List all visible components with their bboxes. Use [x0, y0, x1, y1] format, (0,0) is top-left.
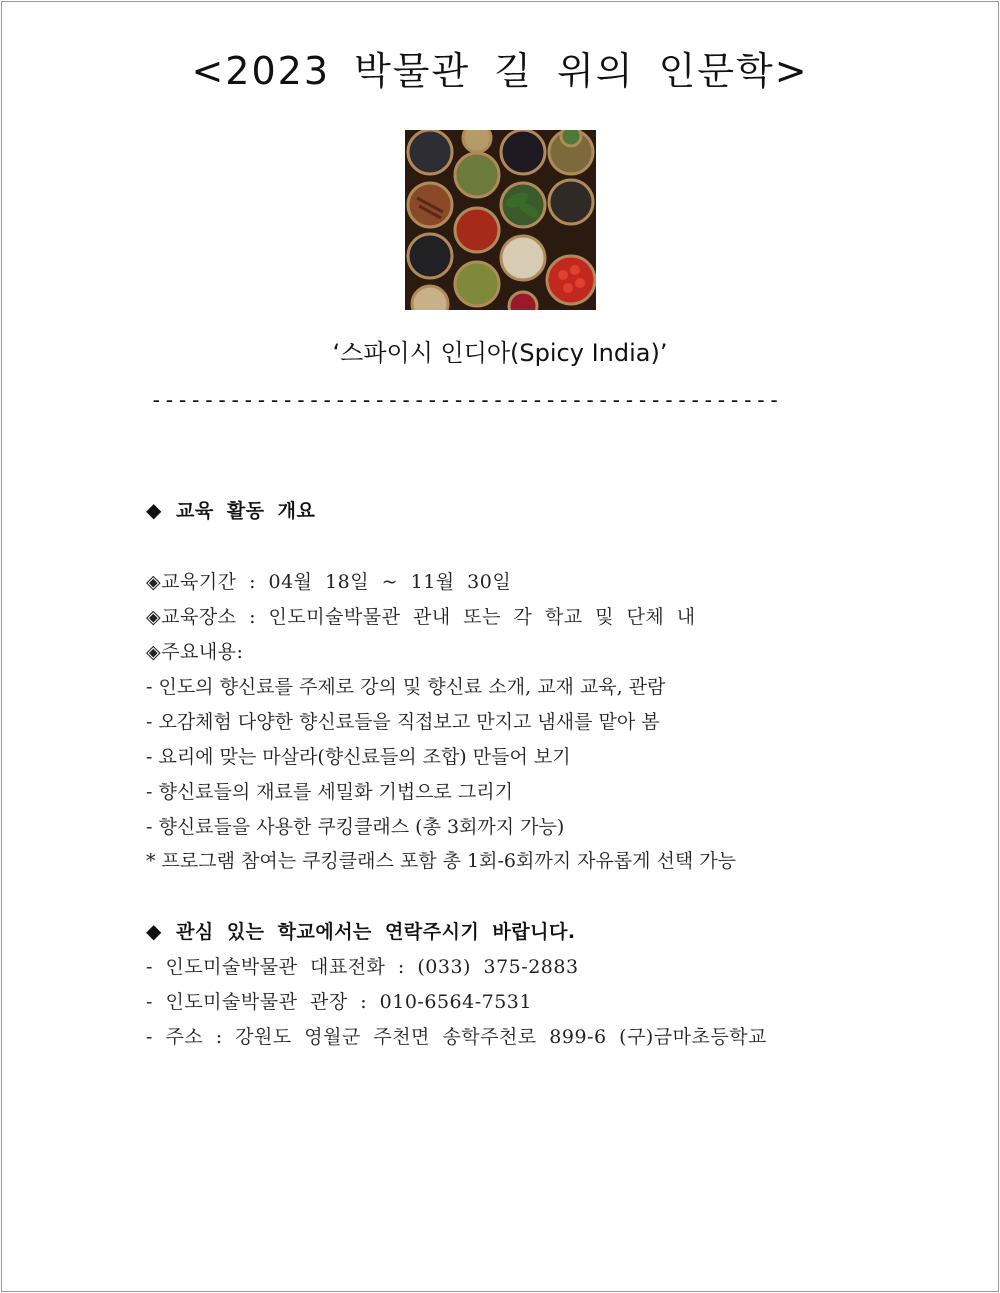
diamond-bullet-icon: ◆ [146, 498, 162, 522]
spice-bowls-image [405, 130, 596, 310]
content-item: - 오감체험 다양한 향신료들을 직접보고 만지고 냄새를 맡아 봄 [146, 711, 660, 733]
education-place: ◈교육장소 : 인도미술박물관 관내 또는 각 학교 및 단체 내 [146, 606, 696, 628]
divider-line: ------------------------------------------------ [150, 388, 781, 412]
diamond-bullet-icon: ◆ [146, 919, 162, 943]
document-title: <2023 박물관 길 위의 인문학> [191, 49, 809, 93]
main-content-label: ◈주요내용: [146, 641, 244, 663]
contact-main-phone: - 인도미술박물관 대표전화 : (033) 375-2883 [146, 956, 579, 978]
content-item: - 향신료들의 재료를 세밀화 기법으로 그리기 [146, 781, 513, 803]
education-period: ◈교육기간 : 04월 18일 ~ 11월 30일 [146, 571, 512, 593]
participation-note: * 프로그램 참여는 쿠킹클래스 포함 총 1회-6회까지 자유롭게 선택 가능 [146, 850, 737, 872]
program-subtitle: ‘스파이시 인디아(Spicy India)’ [332, 339, 668, 367]
spice-bowls-illustration [405, 130, 596, 310]
contact-director-phone: - 인도미술박물관 관장 : 010-6564-7531 [146, 991, 532, 1013]
contact-heading-text: 관심 있는 학교에서는 연락주시기 바랍니다. [176, 921, 576, 943]
overview-heading-text: 교육 활동 개요 [176, 500, 316, 522]
overview-heading [146, 496, 315, 523]
content-item: - 향신료들을 사용한 쿠킹클래스 (총 3회까지 가능) [146, 816, 565, 838]
content-item: - 인도의 향신료를 주제로 강의 및 향신료 소개, 교재 교육, 관람 [146, 676, 666, 698]
contact-address: - 주소 : 강원도 영월군 주천면 송학주천로 899-6 (구)금마초등학교 [146, 1026, 767, 1048]
contact-heading [146, 917, 576, 944]
content-item: - 요리에 맞는 마살라(향신료들의 조합) 만들어 보기 [146, 746, 571, 768]
